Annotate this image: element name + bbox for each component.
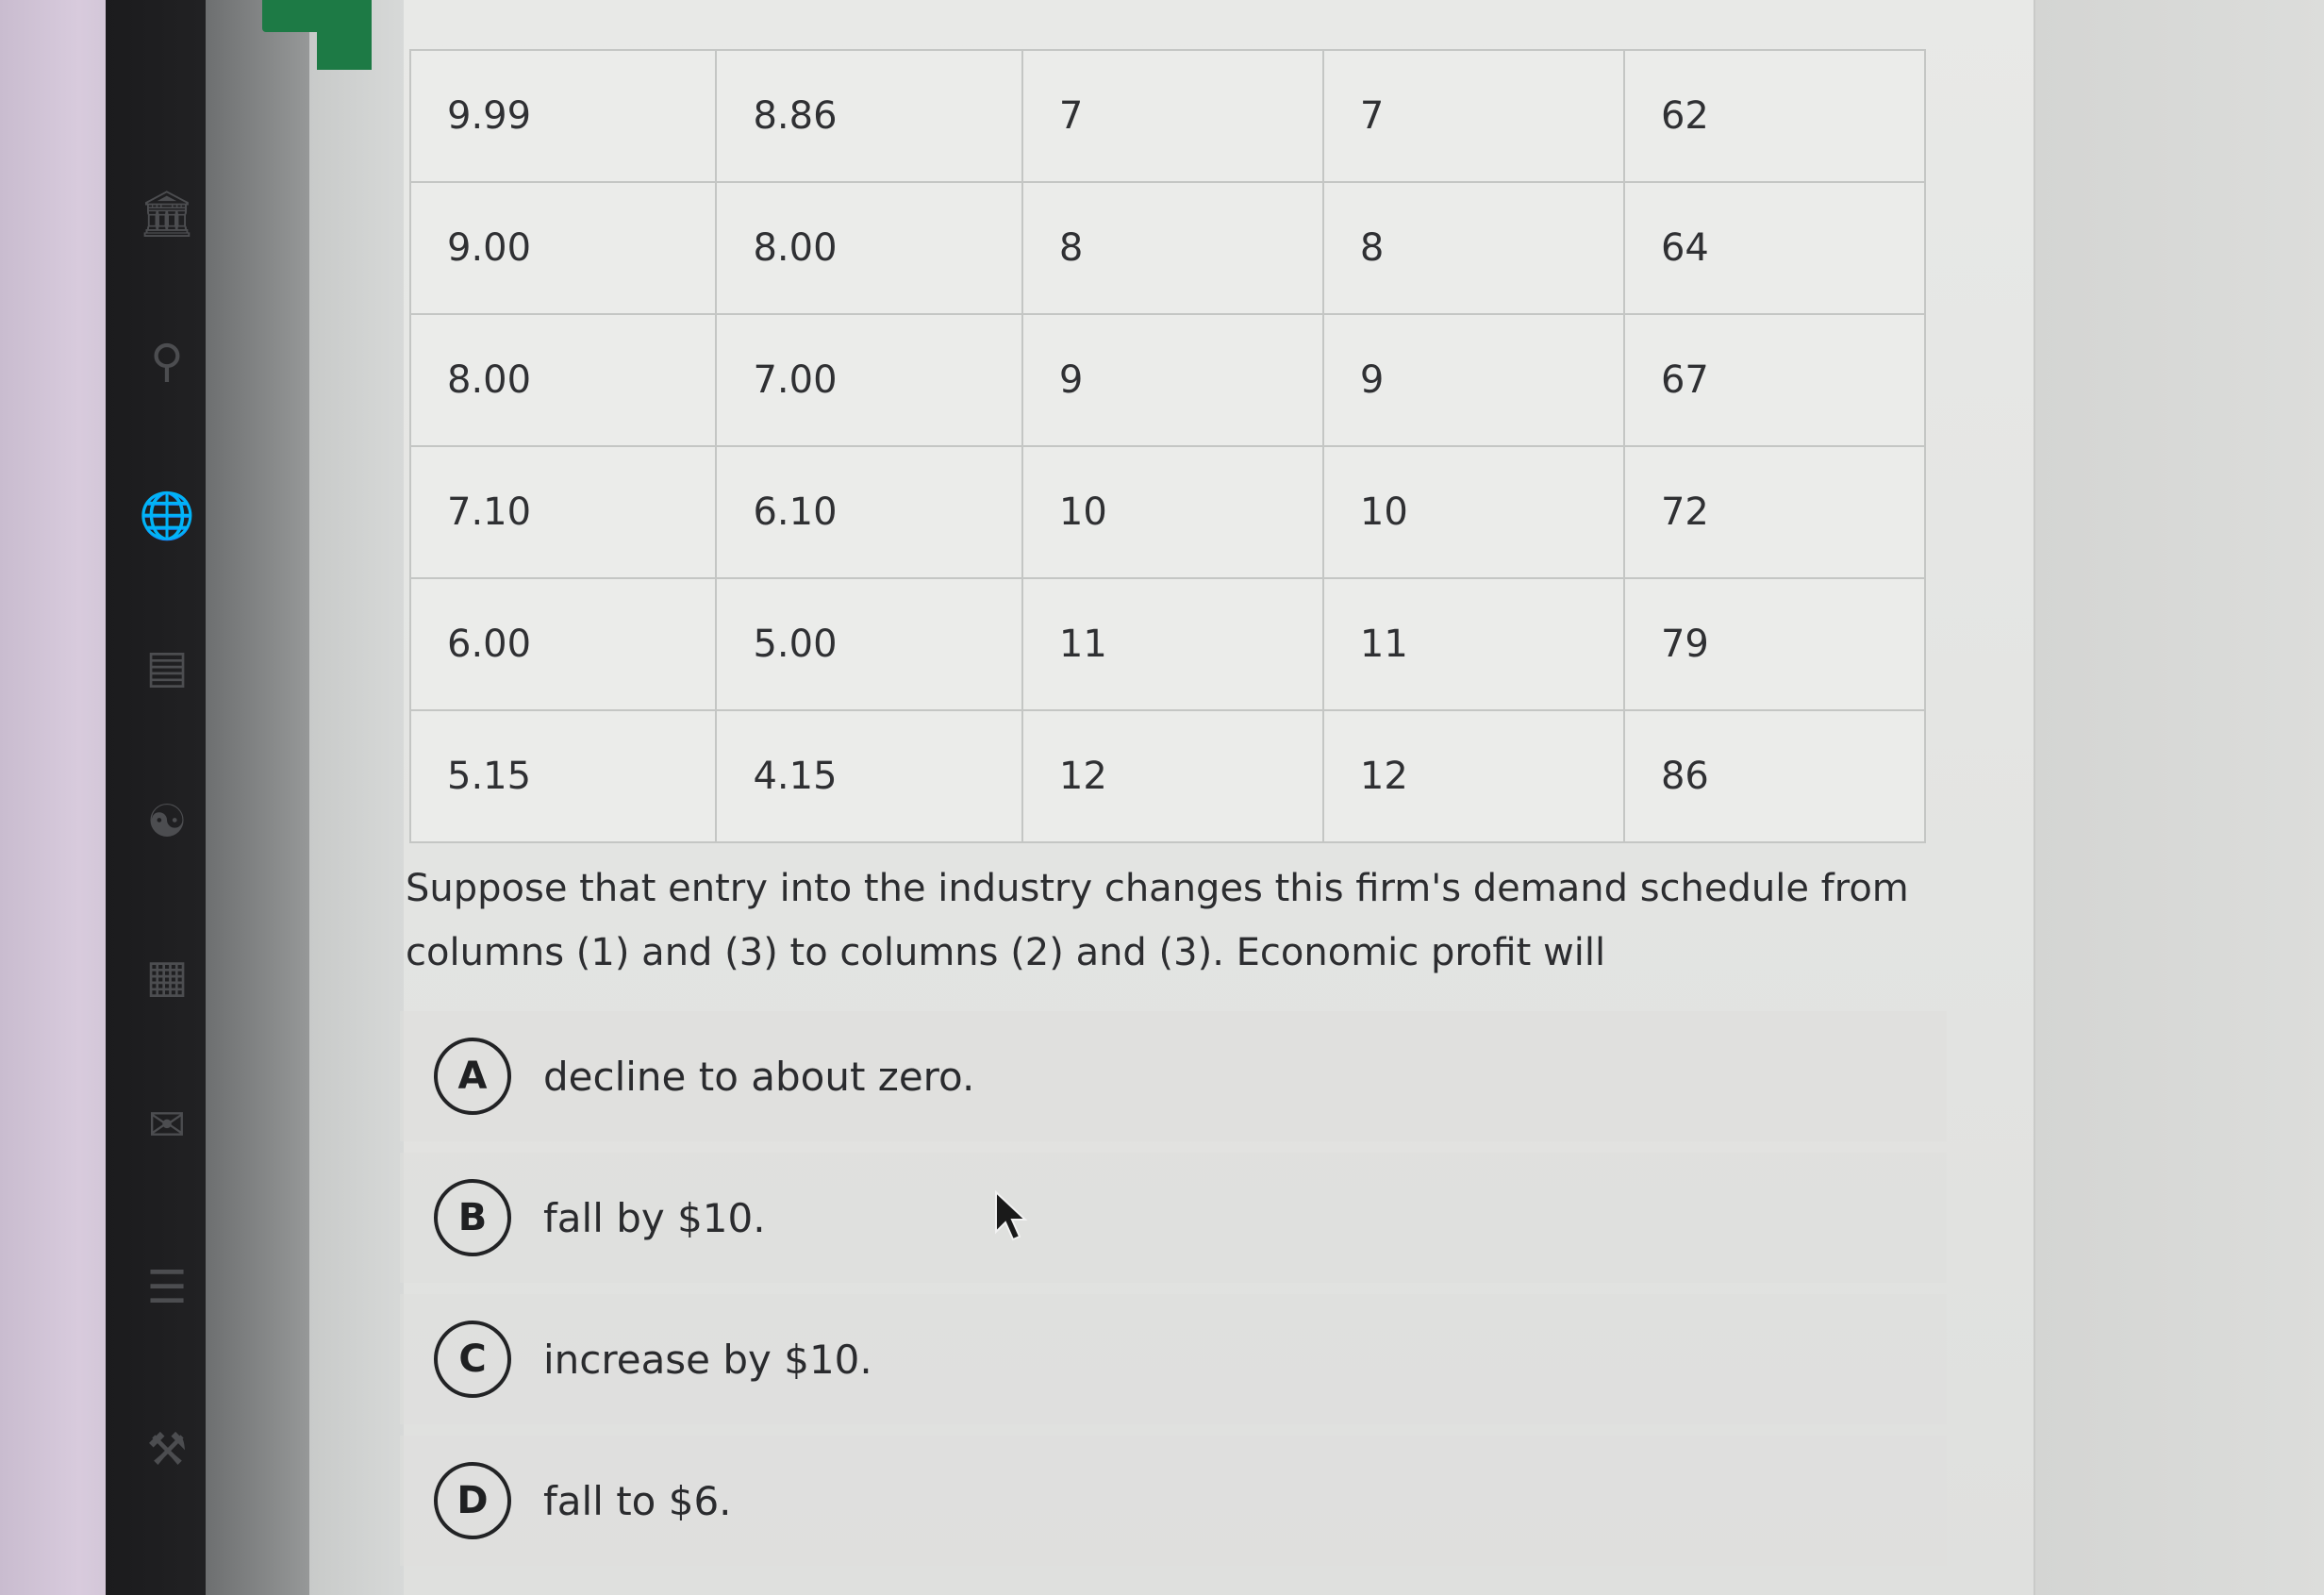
document-icon[interactable]: ☰: [146, 1261, 188, 1314]
table-cell: 86: [1624, 710, 1925, 842]
accent-tab: [262, 0, 372, 32]
table-cell: 7.00: [716, 314, 1021, 446]
table-row: [410, 578, 1925, 710]
option-letter-badge: D: [434, 1462, 511, 1539]
table-cell: 9.99: [410, 50, 716, 182]
table-icon[interactable]: ▤: [145, 640, 189, 693]
table-cell: 8.86: [716, 50, 1021, 182]
table-cell: 8: [1323, 182, 1624, 314]
mouse-cursor-icon: [992, 1190, 1030, 1243]
table-cell: 7: [1323, 50, 1624, 182]
table-cell: 11: [1323, 578, 1624, 710]
table-cell: 4.15: [716, 710, 1021, 842]
table-cell: 9: [1022, 314, 1323, 446]
option-label: fall to $6.: [543, 1477, 732, 1524]
table-cell: 12: [1022, 710, 1323, 842]
table-cell: 7: [1022, 50, 1323, 182]
table-cell: 62: [1624, 50, 1925, 182]
demand-schedule-table: [409, 49, 1926, 843]
table-cell: 9.00: [410, 182, 716, 314]
option-label: decline to about zero.: [543, 1053, 975, 1100]
option-label: increase by $10.: [543, 1336, 872, 1383]
table-row: [410, 710, 1925, 842]
option-letter-badge: A: [434, 1038, 511, 1115]
option-c[interactable]: [400, 1294, 1947, 1424]
table-cell: 10: [1323, 446, 1624, 578]
table-cell: 67: [1624, 314, 1925, 446]
question-text: Suppose that entry into the industry changes this firm's demand schedule from columns (1) and (3) to columns (2) and (3). Economic profit will: [406, 867, 1909, 974]
table-cell: 9: [1323, 314, 1624, 446]
table-cell: 12: [1323, 710, 1624, 842]
tools-icon[interactable]: ⚒: [146, 1423, 188, 1476]
sidebar-edge-strip: [206, 0, 319, 1595]
table-row: [410, 50, 1925, 182]
table-row: [410, 314, 1925, 446]
panel-right-edge: [2034, 0, 2324, 1595]
answer-options: [400, 1011, 1947, 1577]
people-icon[interactable]: ☯: [146, 795, 188, 848]
option-b[interactable]: [400, 1153, 1947, 1283]
option-label: fall by $10.: [543, 1194, 766, 1241]
table-row: [410, 182, 1925, 314]
bank-icon[interactable]: 🏛: [138, 188, 196, 241]
table-cell: 64: [1624, 182, 1925, 314]
table-cell: 5.15: [410, 710, 716, 842]
globe-icon[interactable]: 🌐: [139, 490, 195, 542]
option-a[interactable]: [400, 1011, 1947, 1141]
table-cell: 7.10: [410, 446, 716, 578]
option-letter-badge: B: [434, 1179, 511, 1256]
table-cell: 8.00: [716, 182, 1021, 314]
table-row: [410, 446, 1925, 578]
table-cell: 8: [1022, 182, 1323, 314]
table-cell: 10: [1022, 446, 1323, 578]
table-cell: 79: [1624, 578, 1925, 710]
table-cell: 5.00: [716, 578, 1021, 710]
option-d[interactable]: [400, 1436, 1947, 1566]
table-cell: 72: [1624, 446, 1925, 578]
table-cell: 8.00: [410, 314, 716, 446]
mail-icon[interactable]: ✉: [147, 1099, 187, 1152]
search-person-icon[interactable]: ⚲: [150, 335, 184, 388]
calendar-icon[interactable]: ▦: [145, 950, 189, 1003]
content-gutter: [309, 0, 404, 1595]
option-letter-badge: C: [434, 1321, 511, 1398]
table-cell: 6.00: [410, 578, 716, 710]
table-cell: 6.10: [716, 446, 1021, 578]
table-cell: 11: [1022, 578, 1323, 710]
